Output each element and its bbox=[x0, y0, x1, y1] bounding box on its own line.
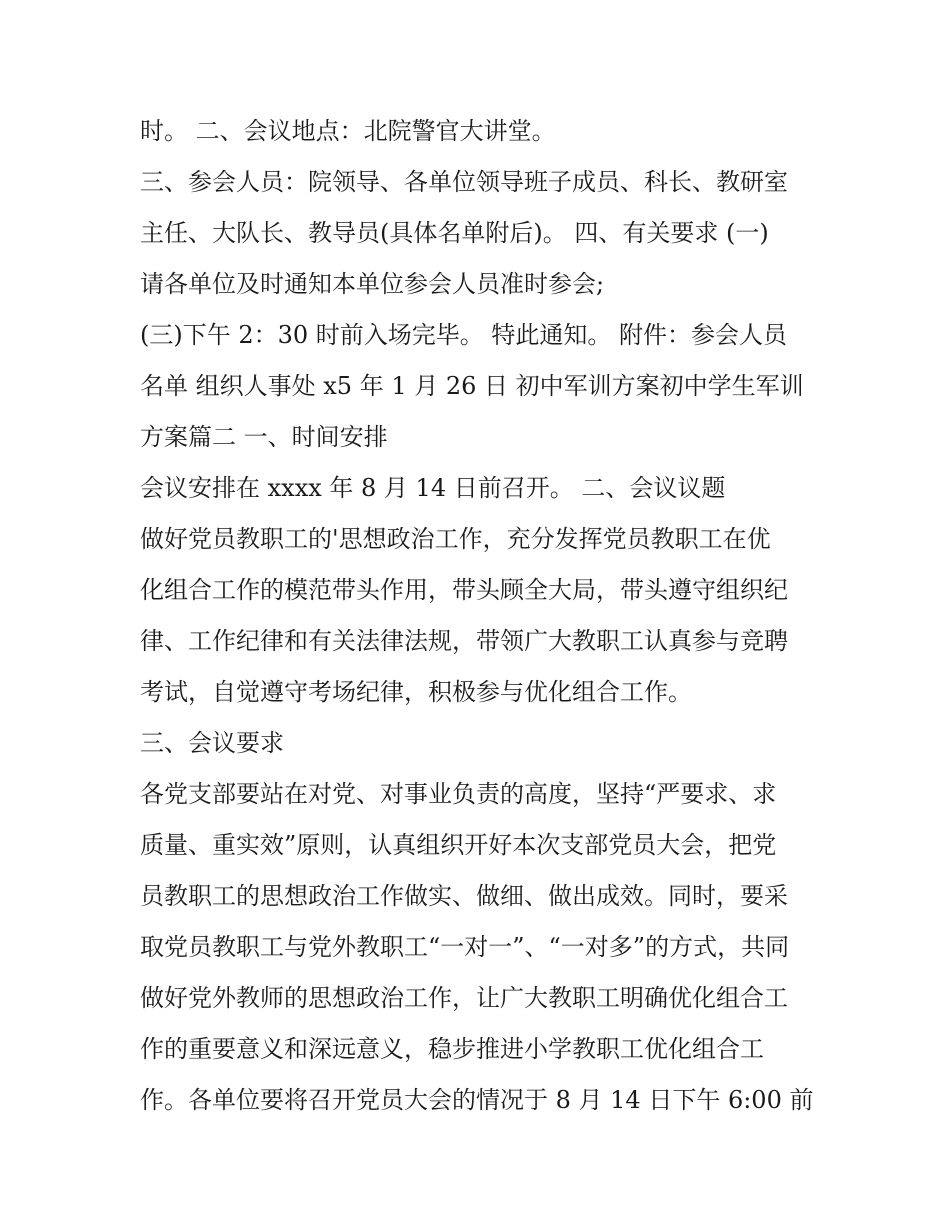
body-text bbox=[140, 106, 830, 1126]
text-line: 三、会议要求 bbox=[140, 729, 284, 757]
text-line: 作。各单位要将召开党员大会的情况于 8 月 14 日下午 6:00 前 bbox=[140, 1086, 814, 1114]
text-line: 方案篇二 一、时间安排 bbox=[140, 423, 388, 451]
text-line: 做好党员教职工的'思想政治工作，充分发挥党员教职工在优 bbox=[140, 525, 771, 553]
text-line: 化组合工作的模范带头作用，带头顾全大局，带头遵守组织纪 bbox=[140, 576, 788, 604]
text-line: 质量、重实效”原则，认真组织开好本次支部党员大会，把党 bbox=[140, 831, 777, 859]
text-line: 请各单位及时通知本单位参会人员准时参会; bbox=[140, 270, 605, 298]
text-line: 会议安排在 xxxx 年 8 月 14 日前召开。 二、会议议题 bbox=[140, 474, 726, 502]
text-line: 主任、大队长、教导员(具体名单附后)。 四、有关要求 (一) bbox=[140, 219, 769, 247]
text-line: 作的重要意义和深远意义，稳步推进小学教职工优化组合工 bbox=[140, 1035, 764, 1063]
text-line: 取党员教职工与党外教职工“一对一”、“一对多”的方式，共同 bbox=[140, 933, 790, 961]
text-line: 时。 二、会议地点：北院警官大讲堂。 bbox=[140, 117, 556, 145]
text-line: 各党支部要站在对党、对事业负责的高度，坚持“严要求、求 bbox=[140, 780, 777, 808]
text-line: 名单 组织人事处 x5 年 1 月 26 日 初中军训方案初中学生军训 bbox=[140, 372, 804, 400]
text-line: 三、参会人员：院领导、各单位领导班子成员、科长、教研室 bbox=[140, 168, 788, 196]
text-line: 员教职工的思想政治工作做实、做细、做出成效。同时，要采 bbox=[140, 882, 788, 910]
text-line: 做好党外教师的思想政治工作，让广大教职工明确优化组合工 bbox=[140, 984, 788, 1012]
text-line: 律、工作纪律和有关法律法规，带领广大教职工认真参与竞聘 bbox=[140, 627, 788, 655]
text-line: 考试，自觉遵守考场纪律，积极参与优化组合工作。 bbox=[140, 678, 692, 706]
text-line: (三)下午 2：30 时前入场完毕。 特此通知。 附件：参会人员 bbox=[140, 321, 788, 349]
